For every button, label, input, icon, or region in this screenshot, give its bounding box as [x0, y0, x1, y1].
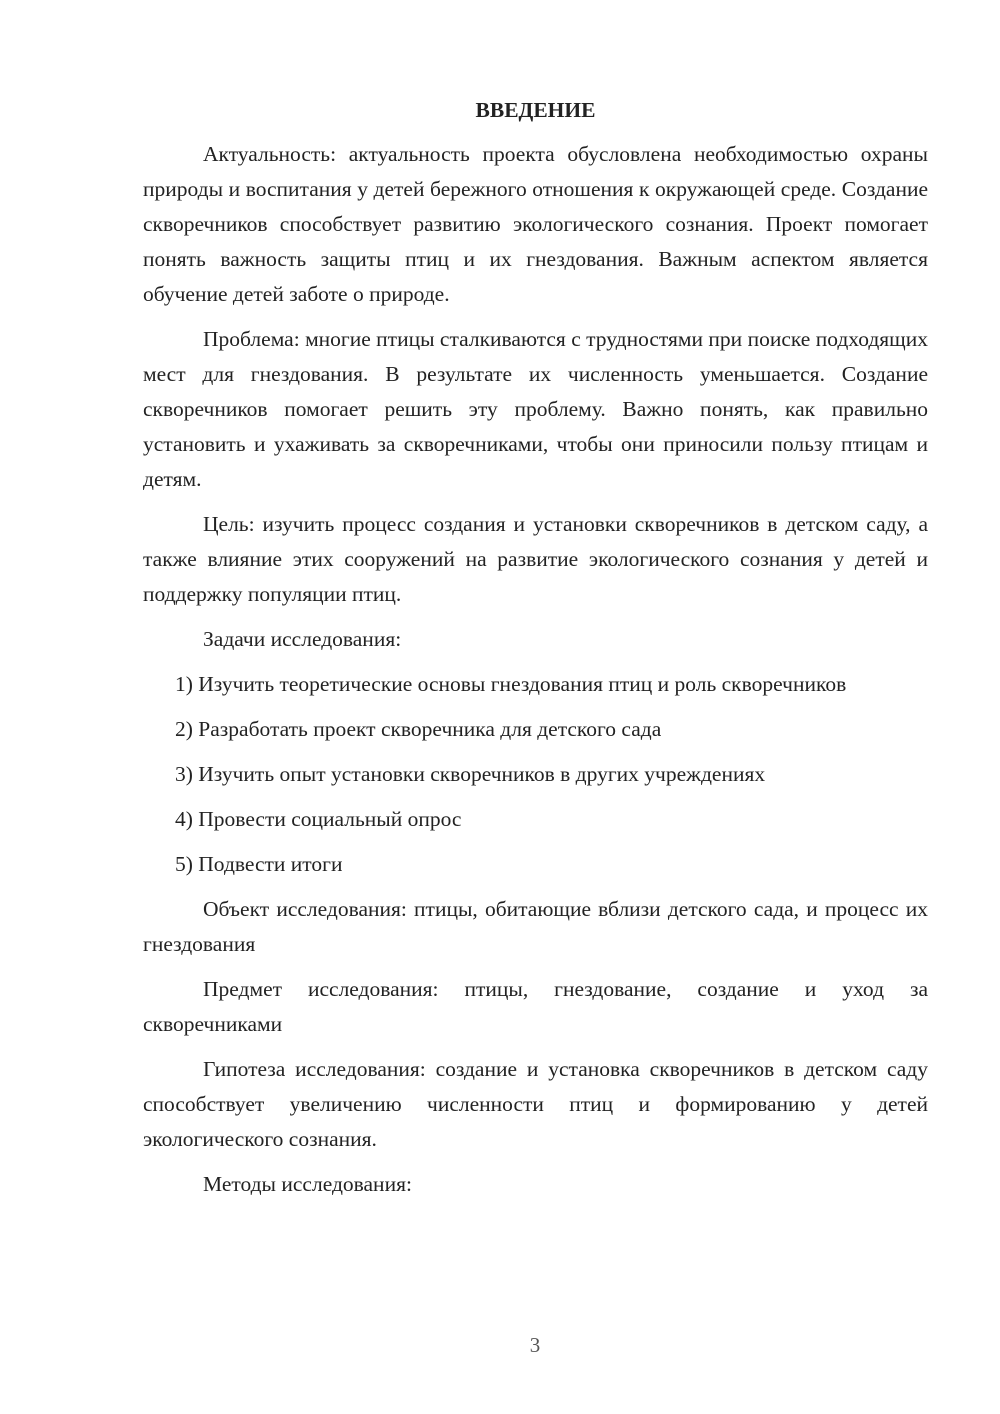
task-item-2: 2) Разработать проект скворечника для детского сада	[175, 717, 662, 741]
paragraph-goal: Цель: изучить процесс создания и установки скворечников в детском саду, а также влияние этих сооружений на развитие экологического сознания у детей и поддержку популяции птиц.	[143, 512, 928, 606]
paragraph-hypothesis: Гипотеза исследования: создание и установка скворечников в детском саду способствует увеличению численности птиц и формированию у детей экологического сознания.	[143, 1057, 928, 1151]
task-item-3: 3) Изучить опыт установки скворечников в других учреждениях	[175, 762, 766, 786]
paragraph-object: Объект исследования: птицы, обитающие вблизи детского сада, и процесс их гнездования	[143, 897, 928, 956]
paragraph-problem: Проблема: многие птицы сталкиваются с трудностями при поиске подходящих мест для гнездования. В результате их численность уменьшается. Создание скворечников помогает решить эту проблему. Важно понять, как правильно установить и ухаживать за скворечниками, чтобы они приносили пользу птицам и детям.	[143, 327, 928, 491]
page-number: 3	[529, 1333, 541, 1357]
paragraph-methods: Методы исследования:	[203, 1172, 412, 1196]
document-page	[143, 94, 928, 1212]
paragraph-relevance: Актуальность: актуальность проекта обусловлена необходимостью охраны природы и воспитания у детей бережного отношения к окружающей среде. Создание скворечников способствует развитию экологического сознания. Проект помогает понять важность защиты птиц и их гнездования. Важным аспектом является обучение детей заботе о природе.	[143, 142, 928, 306]
page-title: ВВЕДЕНИЕ	[475, 98, 596, 122]
tasks-heading: Задачи исследования:	[203, 627, 402, 651]
task-item-5: 5) Подвести итоги	[175, 852, 343, 876]
task-item-1: 1) Изучить теоретические основы гнездования птиц и роль скворечников	[175, 672, 847, 696]
paragraph-subject: Предмет исследования: птицы, гнездование, создание и уход за скворечниками	[143, 977, 928, 1036]
task-item-4: 4) Провести социальный опрос	[175, 807, 462, 831]
